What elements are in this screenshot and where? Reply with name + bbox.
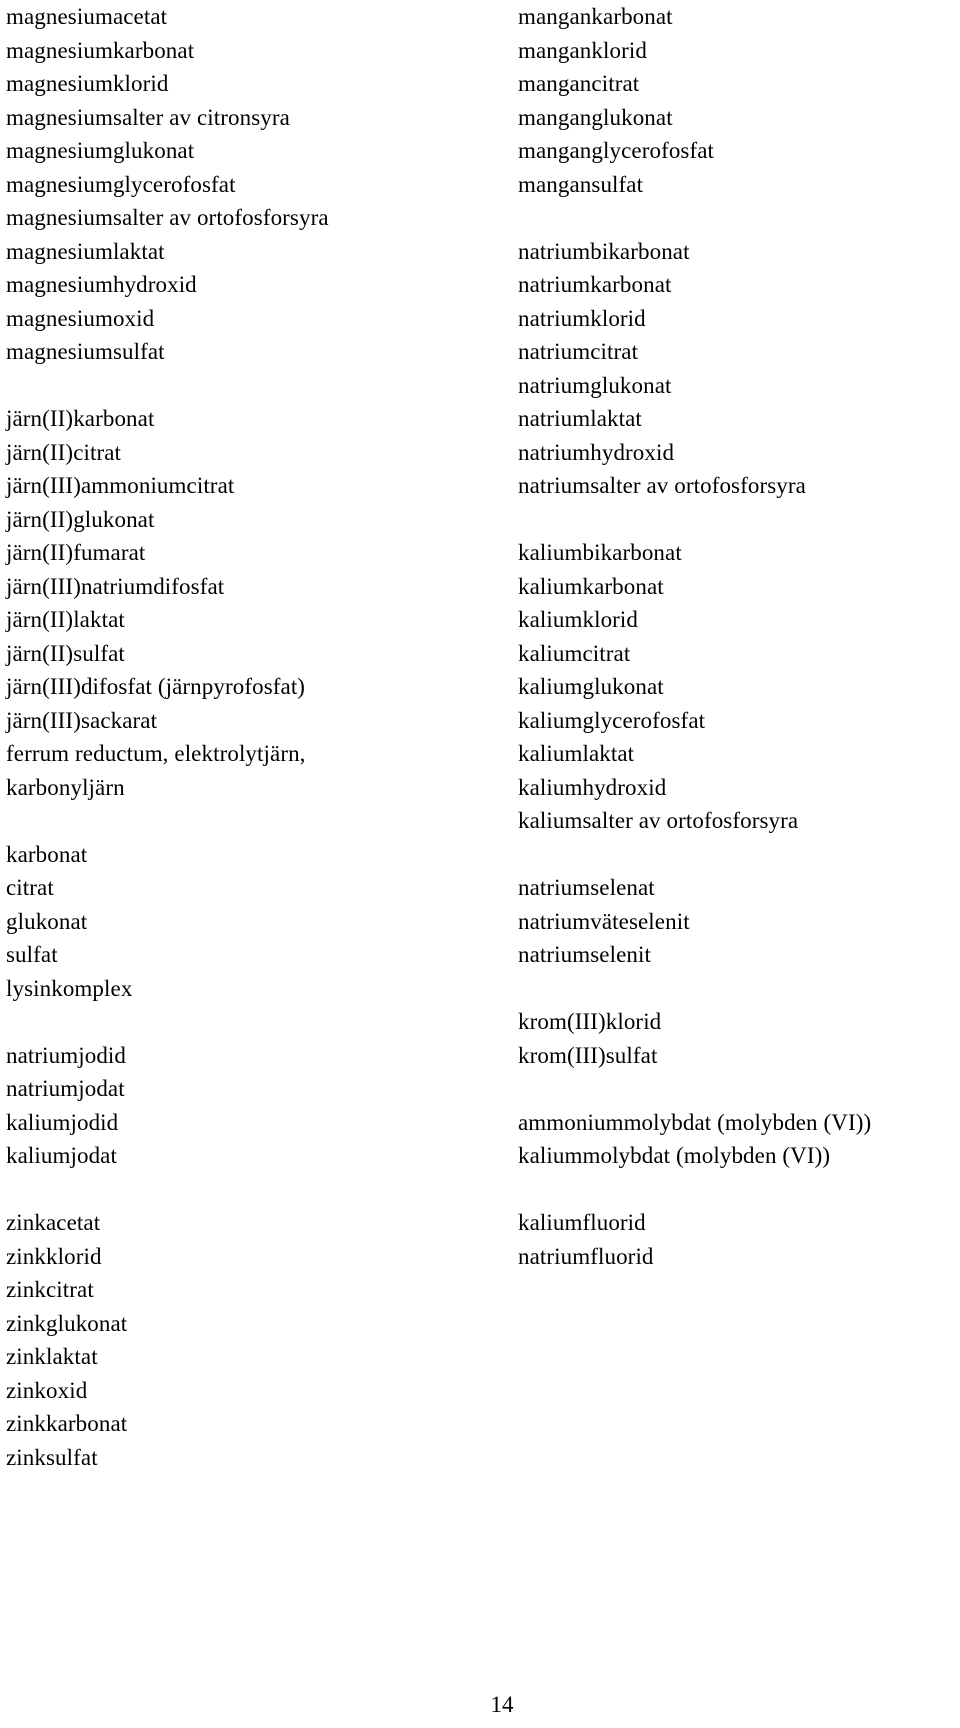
list-item: magnesiumhydroxid xyxy=(6,272,197,297)
list-item: ammoniummolybdat (molybden (VI)) xyxy=(518,1109,872,1135)
list-item: manganglukonat xyxy=(518,104,673,130)
list-item: sulfat xyxy=(6,942,58,967)
list-item: zinkklorid xyxy=(6,1243,102,1269)
list-item: manganklorid xyxy=(518,37,647,63)
list-item: kaliumlaktat xyxy=(518,741,635,766)
list-item: zinkcitrat xyxy=(6,1277,94,1302)
list-item: natriumselenat xyxy=(518,875,655,900)
list-item: zinkkarbonat xyxy=(6,1411,128,1436)
right-column xyxy=(518,0,871,1307)
list-item: järn(II)fumarat xyxy=(6,540,146,565)
list-item: natriumsalter av ortofosforsyra xyxy=(518,473,806,498)
right-column-group xyxy=(518,871,871,972)
list-item: järn(III)difosfat (järnpyrofosfat) xyxy=(6,674,306,699)
list-item: magnesiumkarbonat xyxy=(6,37,195,63)
list-item: glukonat xyxy=(6,908,88,934)
list-item: järn(II)sulfat xyxy=(6,640,125,666)
list-item: natriumbikarbonat xyxy=(518,238,690,264)
list-item: natriumlaktat xyxy=(518,406,642,431)
list-item: magnesiumsalter av citronsyra xyxy=(6,104,290,130)
right-column-group xyxy=(518,235,871,503)
list-item: järn(III)sackarat xyxy=(6,707,158,733)
list-item: manganglycerofosfat xyxy=(518,138,715,163)
list-item: zinkoxid xyxy=(6,1377,88,1403)
left-column-group xyxy=(6,838,329,1006)
list-item: natriumjodat xyxy=(6,1076,125,1101)
list-item: magnesiumacetat xyxy=(6,4,168,29)
list-item: mangancitrat xyxy=(518,71,640,96)
list-item: zinkglukonat xyxy=(6,1310,128,1336)
list-item: karbonyljärn xyxy=(6,774,125,800)
list-item: magnesiumklorid xyxy=(6,71,169,96)
list-item: magnesiumoxid xyxy=(6,305,155,331)
list-item: kaliumglycerofosfat xyxy=(518,707,706,733)
list-item: zinkacetat xyxy=(6,1210,101,1235)
list-item: natriumklorid xyxy=(518,305,646,331)
right-column-group xyxy=(518,1005,871,1072)
list-item: natriumfluorid xyxy=(518,1243,654,1269)
list-item: kaliumbikarbonat xyxy=(518,540,682,565)
list-item: natriumväteselenit xyxy=(518,908,690,934)
page-number: 14 xyxy=(490,1692,514,1717)
list-item: ferrum reductum, elektrolytjärn, xyxy=(6,741,306,766)
list-item: järn(III)natriumdifosfat xyxy=(6,573,225,599)
left-column xyxy=(6,0,329,1508)
left-column-group xyxy=(6,1206,329,1474)
list-item: kaliumcitrat xyxy=(518,640,631,666)
right-column-group xyxy=(518,0,871,201)
list-item: natriumhydroxid xyxy=(518,439,675,465)
list-item: järn(II)karbonat xyxy=(6,406,155,431)
list-item: magnesiumglukonat xyxy=(6,138,195,163)
list-item: magnesiumsulfat xyxy=(6,339,165,364)
list-item: krom(III)sulfat xyxy=(518,1042,658,1068)
list-item: järn(II)citrat xyxy=(6,439,122,465)
list-item: natriumkarbonat xyxy=(518,272,672,297)
list-item: mangankarbonat xyxy=(518,4,673,29)
right-column-group xyxy=(518,1206,871,1273)
list-item: krom(III)klorid xyxy=(518,1009,662,1034)
right-column-group xyxy=(518,536,871,838)
list-item: kaliumjodat xyxy=(6,1143,117,1168)
list-item: natriumglukonat xyxy=(518,372,672,398)
list-item: magnesiumlaktat xyxy=(6,238,165,264)
left-column-group xyxy=(6,1039,329,1173)
list-item: kaliumklorid xyxy=(518,607,639,632)
list-item: kaliumsalter av ortofosforsyra xyxy=(518,808,799,833)
list-item: natriumselenit xyxy=(518,942,651,967)
list-item: kaliumglukonat xyxy=(518,674,664,699)
list-item: järn(II)laktat xyxy=(6,607,125,632)
list-item: mangansulfat xyxy=(518,171,644,197)
list-item: magnesiumglycerofosfat xyxy=(6,171,236,197)
list-item: natriumjodid xyxy=(6,1042,127,1068)
list-item: zinksulfat xyxy=(6,1444,98,1470)
right-column-group xyxy=(518,1106,871,1173)
list-item: kaliumfluorid xyxy=(518,1210,646,1235)
list-item: kaliumhydroxid xyxy=(518,774,667,800)
list-item: kaliumkarbonat xyxy=(518,573,664,599)
list-item: zinklaktat xyxy=(6,1344,98,1369)
list-item: järn(II)glukonat xyxy=(6,506,155,532)
list-item: natriumcitrat xyxy=(518,339,639,364)
list-item: järn(III)ammoniumcitrat xyxy=(6,473,235,498)
list-item: kaliummolybdat (molybden (VI)) xyxy=(518,1143,831,1168)
left-column-group xyxy=(6,402,329,804)
left-column-group xyxy=(6,0,329,369)
list-item: karbonat xyxy=(6,841,88,867)
list-item: citrat xyxy=(6,875,54,900)
list-item: lysinkomplex xyxy=(6,975,133,1001)
list-item: magnesiumsalter av ortofosforsyra xyxy=(6,205,329,230)
list-item: kaliumjodid xyxy=(6,1109,119,1135)
